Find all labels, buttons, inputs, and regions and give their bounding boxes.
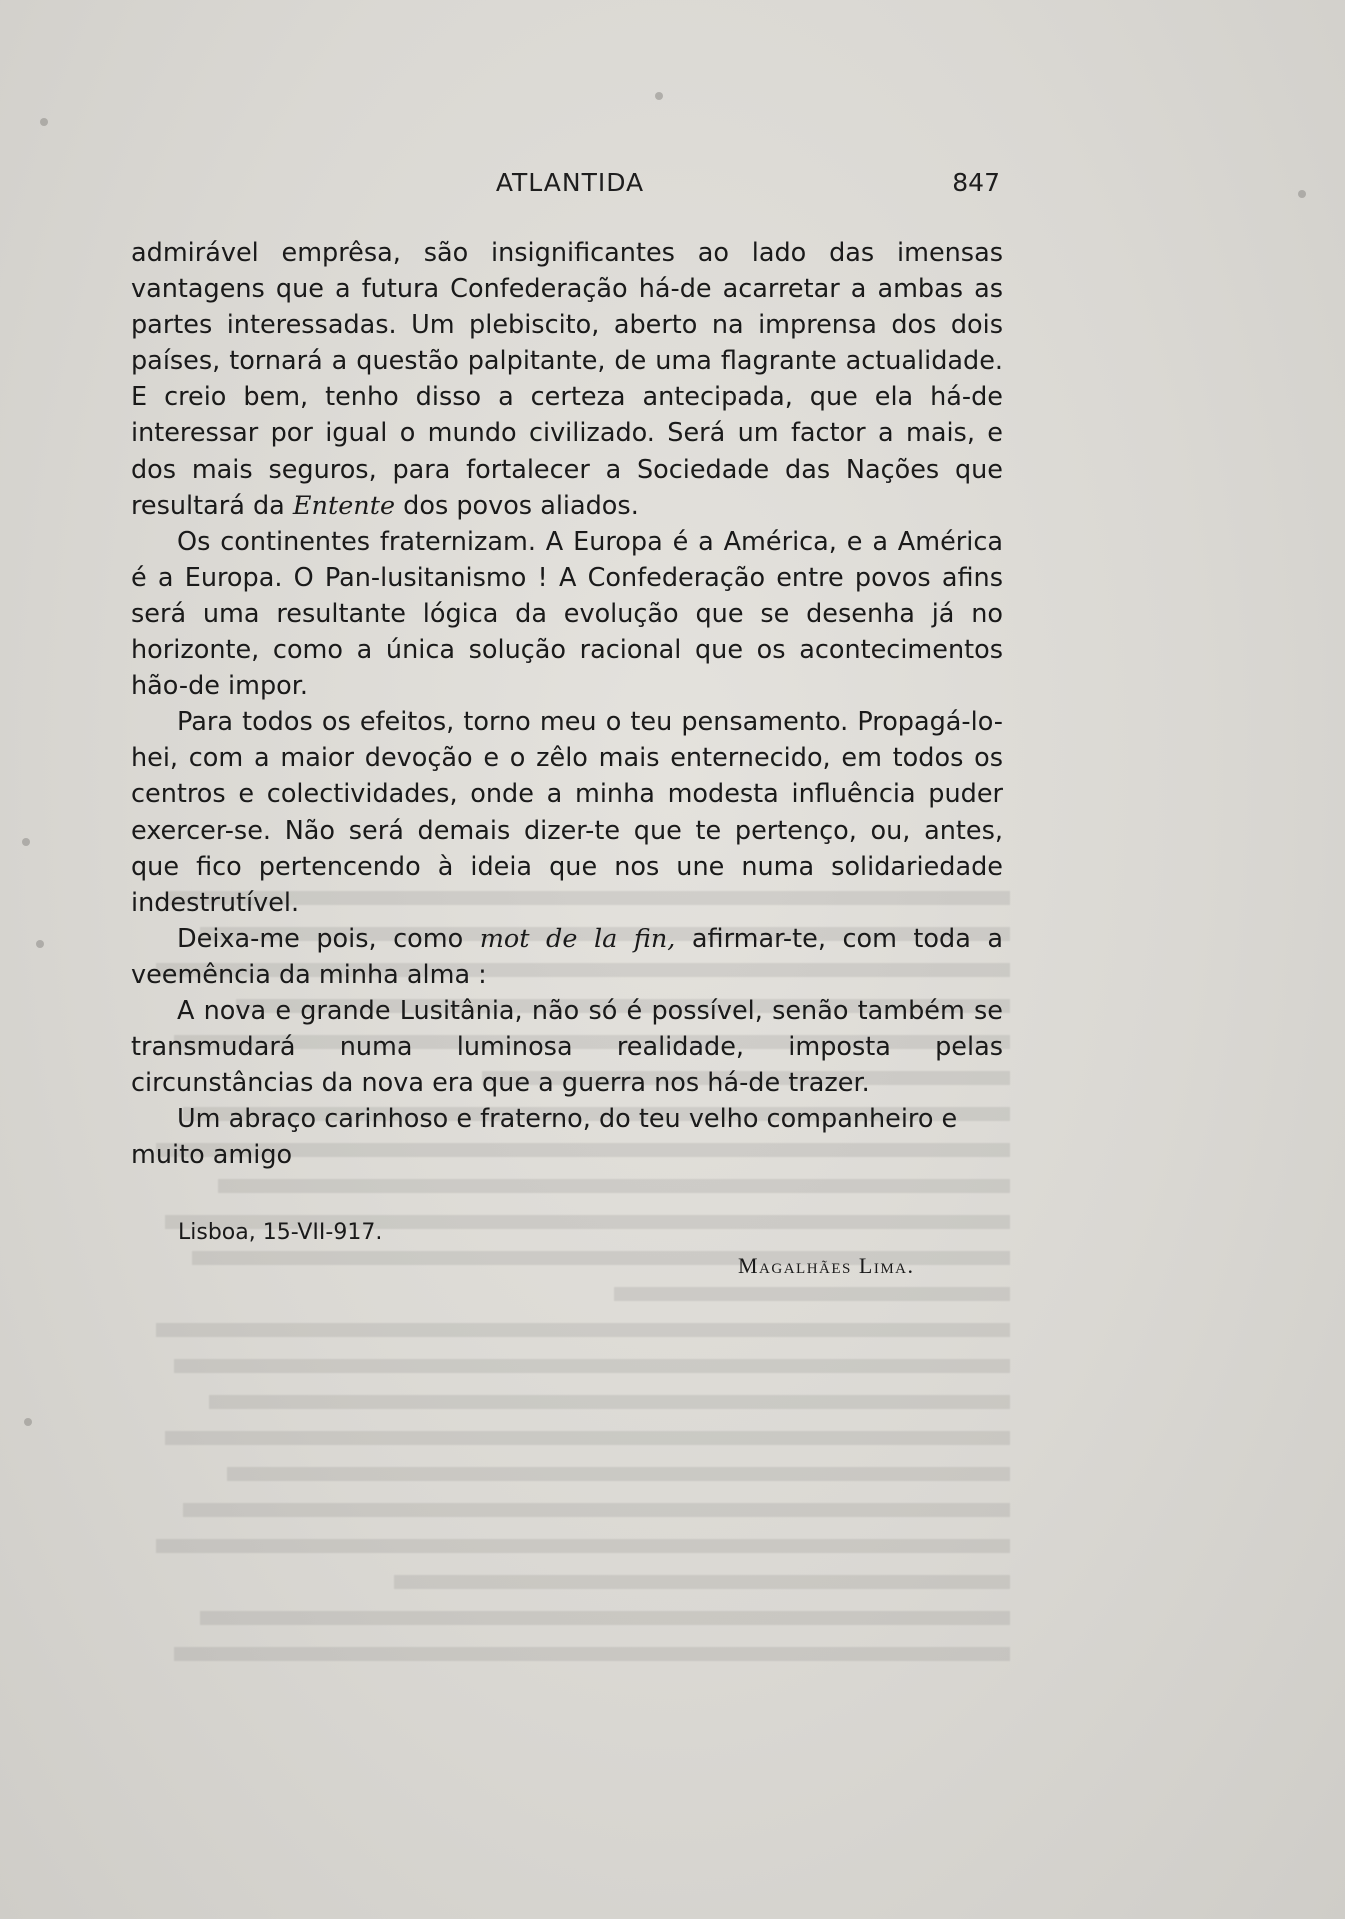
paragraph: [131, 921, 1003, 993]
paragraph: Para todos os efeitos, torno meu o teu pensamento. Propagá-lo-hei, com a maior devoção e o zêlo mais enternecido, em todos os centros e colectividades, onde a minha modesta influência puder exercer-se. Não será demais dizer-te que te pertenço, ou, antes, que fico pertencendo à ideia que nos une numa solidariedade indestrutível.: [131, 707, 1003, 918]
page-number: 847: [952, 168, 1000, 197]
paragraph-text: Deixa-me pois, como: [177, 923, 480, 954]
paragraph-text: admirável emprêsa, são insignificantes ao lado das imensas vantagens que a futura Confederação há-de acarretar a ambas as partes interessadas. Um plebiscito, aberto na imprensa dos dois países, tornará a questão palpitante, de uma flagrante actualidade. E creio bem, tenho disso a certeza antecipada, que ela há-de interessar por igual o mundo civilizado. Será um factor a mais, e dos mais seguros, para fortalecer a Sociedade das Nações que resultará da: [131, 238, 1003, 521]
scan-speck: [655, 92, 663, 100]
scan-speck: [22, 838, 30, 846]
paragraph-text: dos povos aliados.: [395, 490, 639, 521]
italic-term: Entente: [292, 490, 396, 521]
paragraph: Um abraço carinhoso e fraterno, do teu velho companheiro e muito amigo: [131, 1104, 958, 1171]
dateline: Lisboa, 15-VII-917.: [178, 1220, 383, 1245]
scan-speck: [36, 940, 44, 948]
paragraph: A nova e grande Lusitânia, não só é possível, senão também se transmudará numa luminosa realidade, imposta pelas circunstâncias da nova era que a guerra nos há-de trazer.: [131, 995, 1003, 1099]
scan-speck: [40, 118, 48, 126]
running-head: ATLANTIDA: [495, 168, 645, 197]
letter-body: [131, 235, 1003, 1173]
paragraph-text: afirmar-te, com toda a veemência da minha alma :: [131, 923, 1003, 990]
page-header: [130, 168, 1010, 208]
signature: Magalhães Lima.: [738, 1253, 915, 1278]
paragraph: [131, 235, 1003, 524]
italic-phrase: mot de la fin,: [479, 923, 676, 954]
scan-speck: [1298, 190, 1306, 198]
paragraph: Os continentes fraternizam. A Europa é a América, e a América é a Europa. O Pan-lusitanismo ! A Confederação entre povos afins será uma resultante lógica da evolução que se desenha já no horizonte, como a única solução racional que os acontecimentos hão-de impor.: [131, 526, 1003, 702]
scan-speck: [24, 1418, 32, 1426]
